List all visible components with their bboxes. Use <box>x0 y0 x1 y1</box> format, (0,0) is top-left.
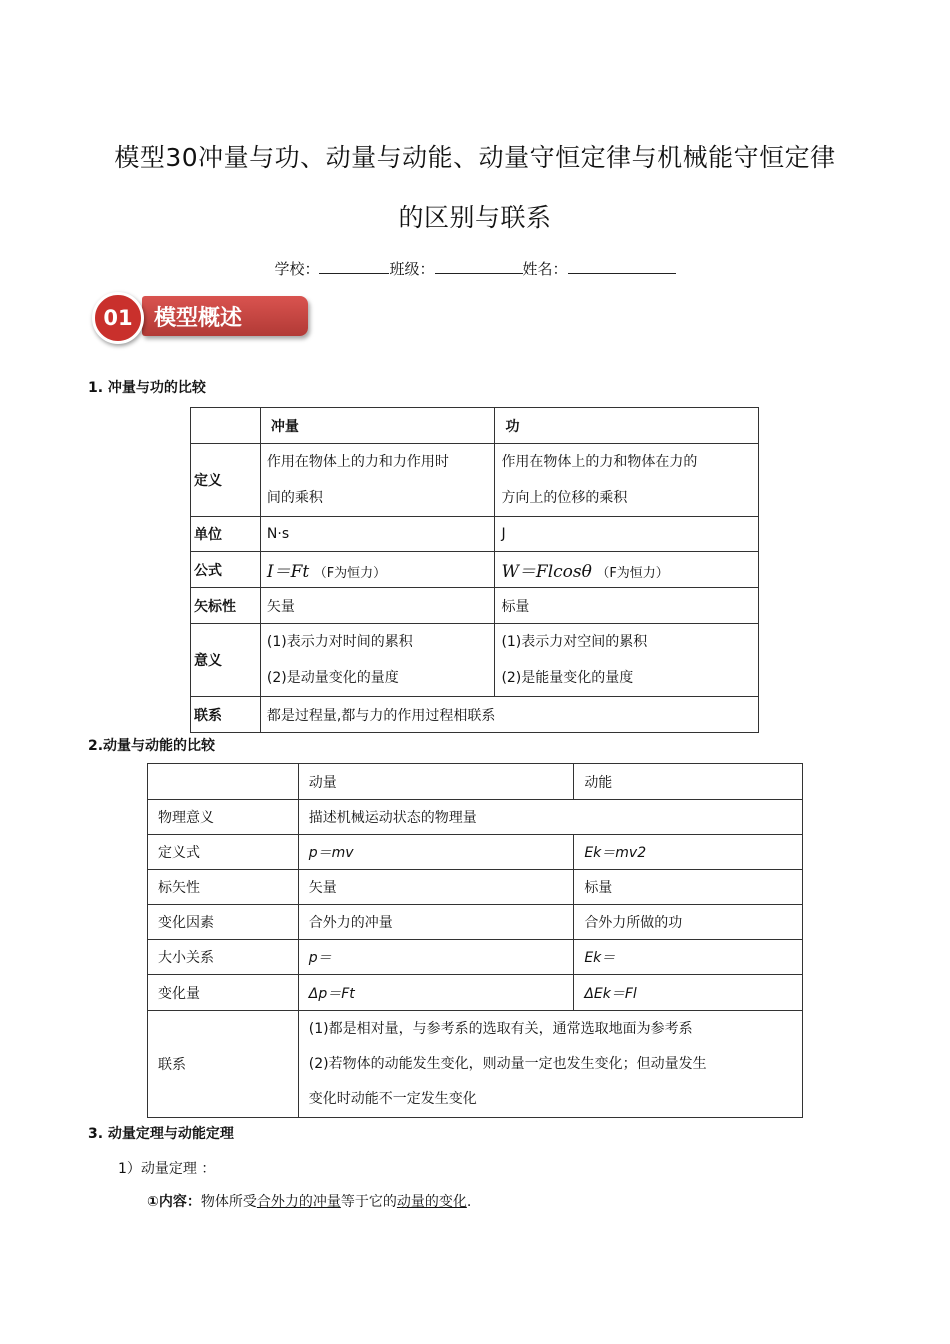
content-text: 等于它的 <box>340 1194 397 1210</box>
table-cell: Ek＝mv2 <box>574 835 803 870</box>
table-row <box>191 552 759 588</box>
subheading-momentum-theorem: 1）动量定理 ： <box>118 1161 216 1177</box>
cell-line: 间的乘积 <box>266 490 323 506</box>
table-cell: N·s <box>260 517 495 552</box>
cell-line: 方向上的位移的乘积 <box>501 490 628 506</box>
badge-number: 01 <box>92 292 144 344</box>
row-label: 定义 <box>191 444 261 517</box>
document-title-line1: 模型30冲量与功、动量与动能、动量守恒定律与机械能守恒定律 <box>114 143 836 172</box>
content-lead: ①内容： <box>147 1194 201 1210</box>
table-cell: 都是过程量,都与力的作用过程相联系 <box>260 697 758 733</box>
work-formula: W＝Flcosθ <box>501 562 592 582</box>
table-row <box>148 835 803 870</box>
cell-line: (1)表示力对空间的累积 <box>501 634 648 650</box>
table-cell: 标量 <box>574 870 803 905</box>
cell-line: (2)是能量变化的量度 <box>501 670 634 686</box>
row-label: 联系 <box>148 1011 299 1118</box>
table-row <box>148 975 803 1011</box>
row-label: 意义 <box>191 624 261 697</box>
table-cell: 合外力的冲量 <box>298 905 574 940</box>
table-cell <box>495 444 759 517</box>
cell-line: 作用在物体上的力和力作用时 <box>266 454 449 470</box>
row-label: 定义式 <box>148 835 299 870</box>
table-row <box>148 905 803 940</box>
name-label: 姓名： <box>522 260 568 278</box>
table-cell: p＝ <box>298 940 574 975</box>
table-cell: 矢量 <box>298 870 574 905</box>
underlined-term: 合外力的冲量 <box>256 1194 341 1210</box>
table-cell <box>298 1011 802 1118</box>
momentum-energy-table <box>147 763 803 1118</box>
table-row <box>191 408 759 444</box>
column-header: 功 <box>495 408 759 444</box>
cell-line: (2)若物体的动能发生变化，则动量一定也发生变化；但动量发生 <box>308 1055 707 1072</box>
table-cell: Ek＝ <box>574 940 803 975</box>
row-label: 单位 <box>191 517 261 552</box>
table-cell <box>495 624 759 697</box>
name-blank <box>568 259 676 274</box>
row-label: 标矢性 <box>148 870 299 905</box>
section-badge <box>92 292 317 346</box>
row-label: 变化因素 <box>148 905 299 940</box>
document-title-line2: 的区别与联系 <box>398 203 552 232</box>
student-info-line <box>0 258 950 279</box>
table-row <box>148 1011 803 1118</box>
column-header: 冲量 <box>260 408 495 444</box>
table-cell: 标量 <box>495 588 759 624</box>
school-label: 学校： <box>274 260 320 278</box>
table-row <box>148 800 803 835</box>
cell-line: (1)都是相对量，与参考系的选取有关，通常选取地面为参考系 <box>308 1020 693 1037</box>
section3-heading: 3. 动量定理与动能定理 <box>88 1126 234 1142</box>
table-row <box>148 940 803 975</box>
table-cell <box>191 408 261 444</box>
badge-label: 模型概述 <box>154 306 243 331</box>
row-label: 变化量 <box>148 975 299 1011</box>
cell-line: 变化时动能不一定发生变化 <box>308 1090 477 1107</box>
content-paragraph <box>147 1191 471 1211</box>
row-label: 联系 <box>191 697 261 733</box>
column-header: 动能 <box>574 764 803 800</box>
table-cell: Δp＝Ft <box>298 975 574 1011</box>
row-label: 大小关系 <box>148 940 299 975</box>
table-row <box>191 444 759 517</box>
class-label: 班级： <box>389 260 435 278</box>
table-cell: ΔEk＝Fl <box>574 975 803 1011</box>
table-row <box>191 588 759 624</box>
row-label: 公式 <box>191 552 261 588</box>
cell-line: 作用在物体上的力和物体在力的 <box>501 454 698 470</box>
impulse-formula: I＝Ft <box>266 562 310 582</box>
table-cell <box>495 552 759 588</box>
table-cell <box>260 624 495 697</box>
table-cell: p＝mv <box>298 835 574 870</box>
section2-heading: 2.动量与动能的比较 <box>88 738 216 754</box>
row-label: 物理意义 <box>148 800 299 835</box>
formula-note: （F为恒力） <box>596 566 669 581</box>
table-cell: 矢量 <box>260 588 495 624</box>
table-row <box>148 764 803 800</box>
table-cell <box>260 444 495 517</box>
underlined-term: 动量的变化 <box>396 1194 467 1210</box>
row-label: 矢标性 <box>191 588 261 624</box>
table-cell <box>260 552 495 588</box>
column-header: 动量 <box>298 764 574 800</box>
table-row <box>191 517 759 552</box>
class-blank <box>435 259 523 274</box>
table-cell <box>148 764 299 800</box>
table-cell: 合外力所做的功 <box>574 905 803 940</box>
section1-heading: 1. 冲量与功的比较 <box>88 380 206 396</box>
school-blank <box>319 259 389 274</box>
table-cell: 描述机械运动状态的物理量 <box>298 800 802 835</box>
content-text: 物体所受 <box>200 1194 257 1210</box>
cell-line: (2)是动量变化的量度 <box>266 670 399 686</box>
formula-note: （F为恒力） <box>313 566 387 581</box>
cell-line: (1)表示力对时间的累积 <box>266 634 413 650</box>
impulse-work-table <box>190 407 759 733</box>
table-cell: J <box>495 517 759 552</box>
table-row <box>191 697 759 733</box>
table-row <box>191 624 759 697</box>
content-text: . <box>466 1194 472 1210</box>
table-row <box>148 870 803 905</box>
